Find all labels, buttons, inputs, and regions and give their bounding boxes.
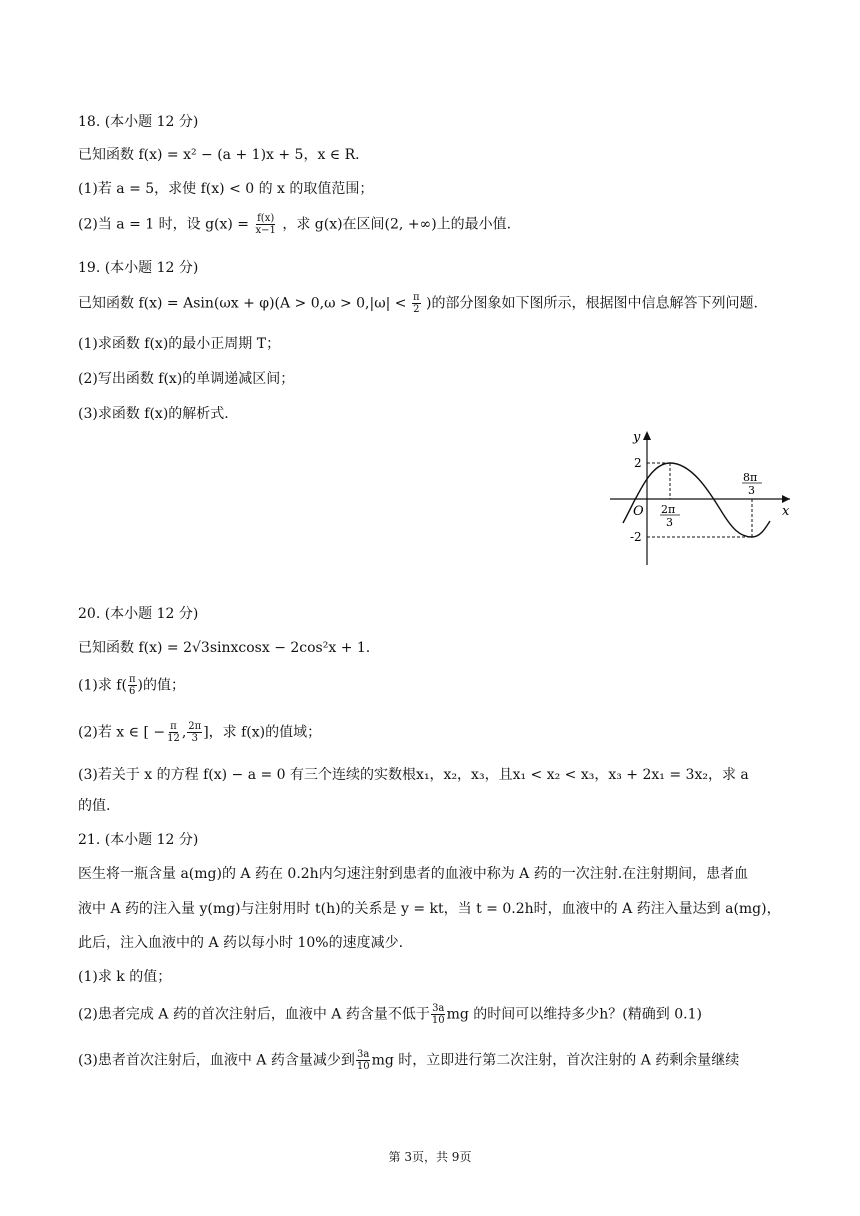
fraction-numerator: π [170, 721, 177, 732]
fraction-denominator: 6 [129, 686, 136, 697]
fraction-numerator: 2π [188, 721, 202, 732]
origin-label: O [633, 504, 644, 519]
fraction-numerator: 3a [357, 1049, 370, 1060]
max-value-label: 2 [634, 456, 642, 470]
q21-part2-post: mg 的时间可以维持多少h？(精确到 0.1) [446, 1006, 702, 1023]
fraction-denominator: 10 [356, 1061, 370, 1072]
q19-stem [78, 292, 758, 315]
q18-stem: 已知函数 f(x) = x² − (a + 1)x + 5，x ∈ R. [78, 147, 360, 163]
q21-part3-pre: (3)患者首次注射后，血液中 A 药含量减少到 [78, 1052, 355, 1069]
q20-part1-post: )的值； [137, 677, 185, 694]
q21-part3-post: mg 时，立即进行第二次注射，首次注射的 A 药剩余量继续 [371, 1052, 740, 1069]
q20-part2-pre: (2)若 x ∈ [ − [78, 724, 166, 741]
q19-stem-post: )的部分图象如下图所示，根据图中信息解答下列问题. [426, 295, 758, 312]
x-axis-label: x [782, 504, 790, 519]
fraction-numerator: 3a [432, 1003, 445, 1014]
q18-part2-post: ，求 g(x)在区间(2, +∞)上的最小值. [282, 216, 512, 233]
min-x-numerator: 8π [743, 471, 758, 484]
q19-title: 19. (本小题 12 分) [78, 260, 199, 276]
q20-part2-fraction-1 [166, 721, 181, 744]
q21-part3 [78, 1049, 739, 1072]
min-value-label: -2 [630, 530, 642, 544]
q20-part1 [78, 674, 185, 697]
q19-stem-pre: 已知函数 f(x) = Asin(ωx + φ)(A > 0,ω > 0,|ω| < [78, 295, 407, 312]
q19-stem-fraction [412, 292, 421, 315]
q19-part2: (2)写出函数 f(x)的单调递减区间； [78, 371, 295, 387]
y-axis-arrow-icon [643, 431, 651, 440]
fraction-numerator: f(x) [257, 213, 275, 224]
q20-part1-pre: (1)求 f( [78, 677, 127, 694]
q20-part2-fraction-2 [187, 721, 202, 744]
q21-stem-line3: 此后，注入血液中的 A 药以每小时 10%的速度减少. [78, 935, 404, 951]
fraction-denominator: 3 [191, 733, 198, 744]
fraction-denominator: 2 [413, 304, 420, 315]
q18-title: 18. (本小题 12 分) [78, 114, 199, 130]
q18-part2 [78, 213, 511, 236]
min-x-denominator: 3 [748, 484, 755, 497]
q19-part3: (3)求函数 f(x)的解析式. [78, 406, 229, 422]
q20-part3-line1: (3)若关于 x 的方程 f(x) − a = 0 有三个连续的实数根x₁，x₂，x₃，且x₁ < x₂ < x₃，x₃ + 2x₁ = 3x₂，求 a [78, 767, 749, 783]
q21-stem-line2: 液中 A 药的注入量 y(mg)与注射用时 t(h)的关系是 y = kt，当 t = 0.2h时，血液中的 A 药注入量达到 a(mg)， [78, 901, 781, 917]
fraction-denominator: 12 [167, 733, 180, 744]
q20-part2 [78, 721, 321, 744]
q21-part2 [78, 1003, 702, 1026]
x-axis-arrow-icon [782, 495, 790, 503]
q21-part3-fraction [356, 1049, 371, 1072]
q21-title: 21. (本小题 12 分) [78, 832, 199, 848]
q19-part1: (1)求函数 f(x)的最小正周期 T； [78, 336, 281, 352]
q18-part1: (1)若 a = 5，求使 f(x) < 0 的 x 的取值范围； [78, 181, 374, 197]
q20-part2-comma: , [181, 724, 187, 741]
q18-part2-fraction [254, 213, 276, 236]
q21-part2-fraction [431, 1003, 446, 1026]
sine-graph [600, 425, 800, 575]
fraction-denominator: x−1 [255, 225, 276, 236]
fraction-denominator: 10 [431, 1015, 445, 1026]
q20-part2-post: ]，求 f(x)的值域； [203, 724, 322, 741]
q20-stem: 已知函数 f(x) = 2√3sinxcosx − 2cos²x + 1. [78, 640, 371, 656]
fraction-numerator: π [128, 674, 136, 685]
q21-part2-pre: (2)患者完成 A 药的首次注射后，血液中 A 药含量不低于 [78, 1006, 430, 1023]
q18-part2-pre: (2)当 a = 1 时，设 g(x) = [78, 216, 250, 233]
q20-part1-fraction [128, 674, 137, 697]
fraction-numerator: π [413, 292, 420, 303]
page-footer: 第 3页，共 9页 [388, 1150, 472, 1164]
q20-title: 20. (本小题 12 分) [78, 606, 199, 622]
q21-stem-line1: 医生将一瓶含量 a(mg)的 A 药在 0.2h内匀速注射到患者的血液中称为 A 药的一次注射.在注射期间，患者血 [78, 866, 749, 882]
q21-part1: (1)求 k 的值； [78, 969, 172, 985]
max-x-numerator: 2π [661, 503, 676, 516]
y-axis-label: y [633, 430, 641, 445]
max-x-denominator: 3 [666, 516, 673, 529]
q20-part3-line2: 的值. [78, 798, 111, 814]
